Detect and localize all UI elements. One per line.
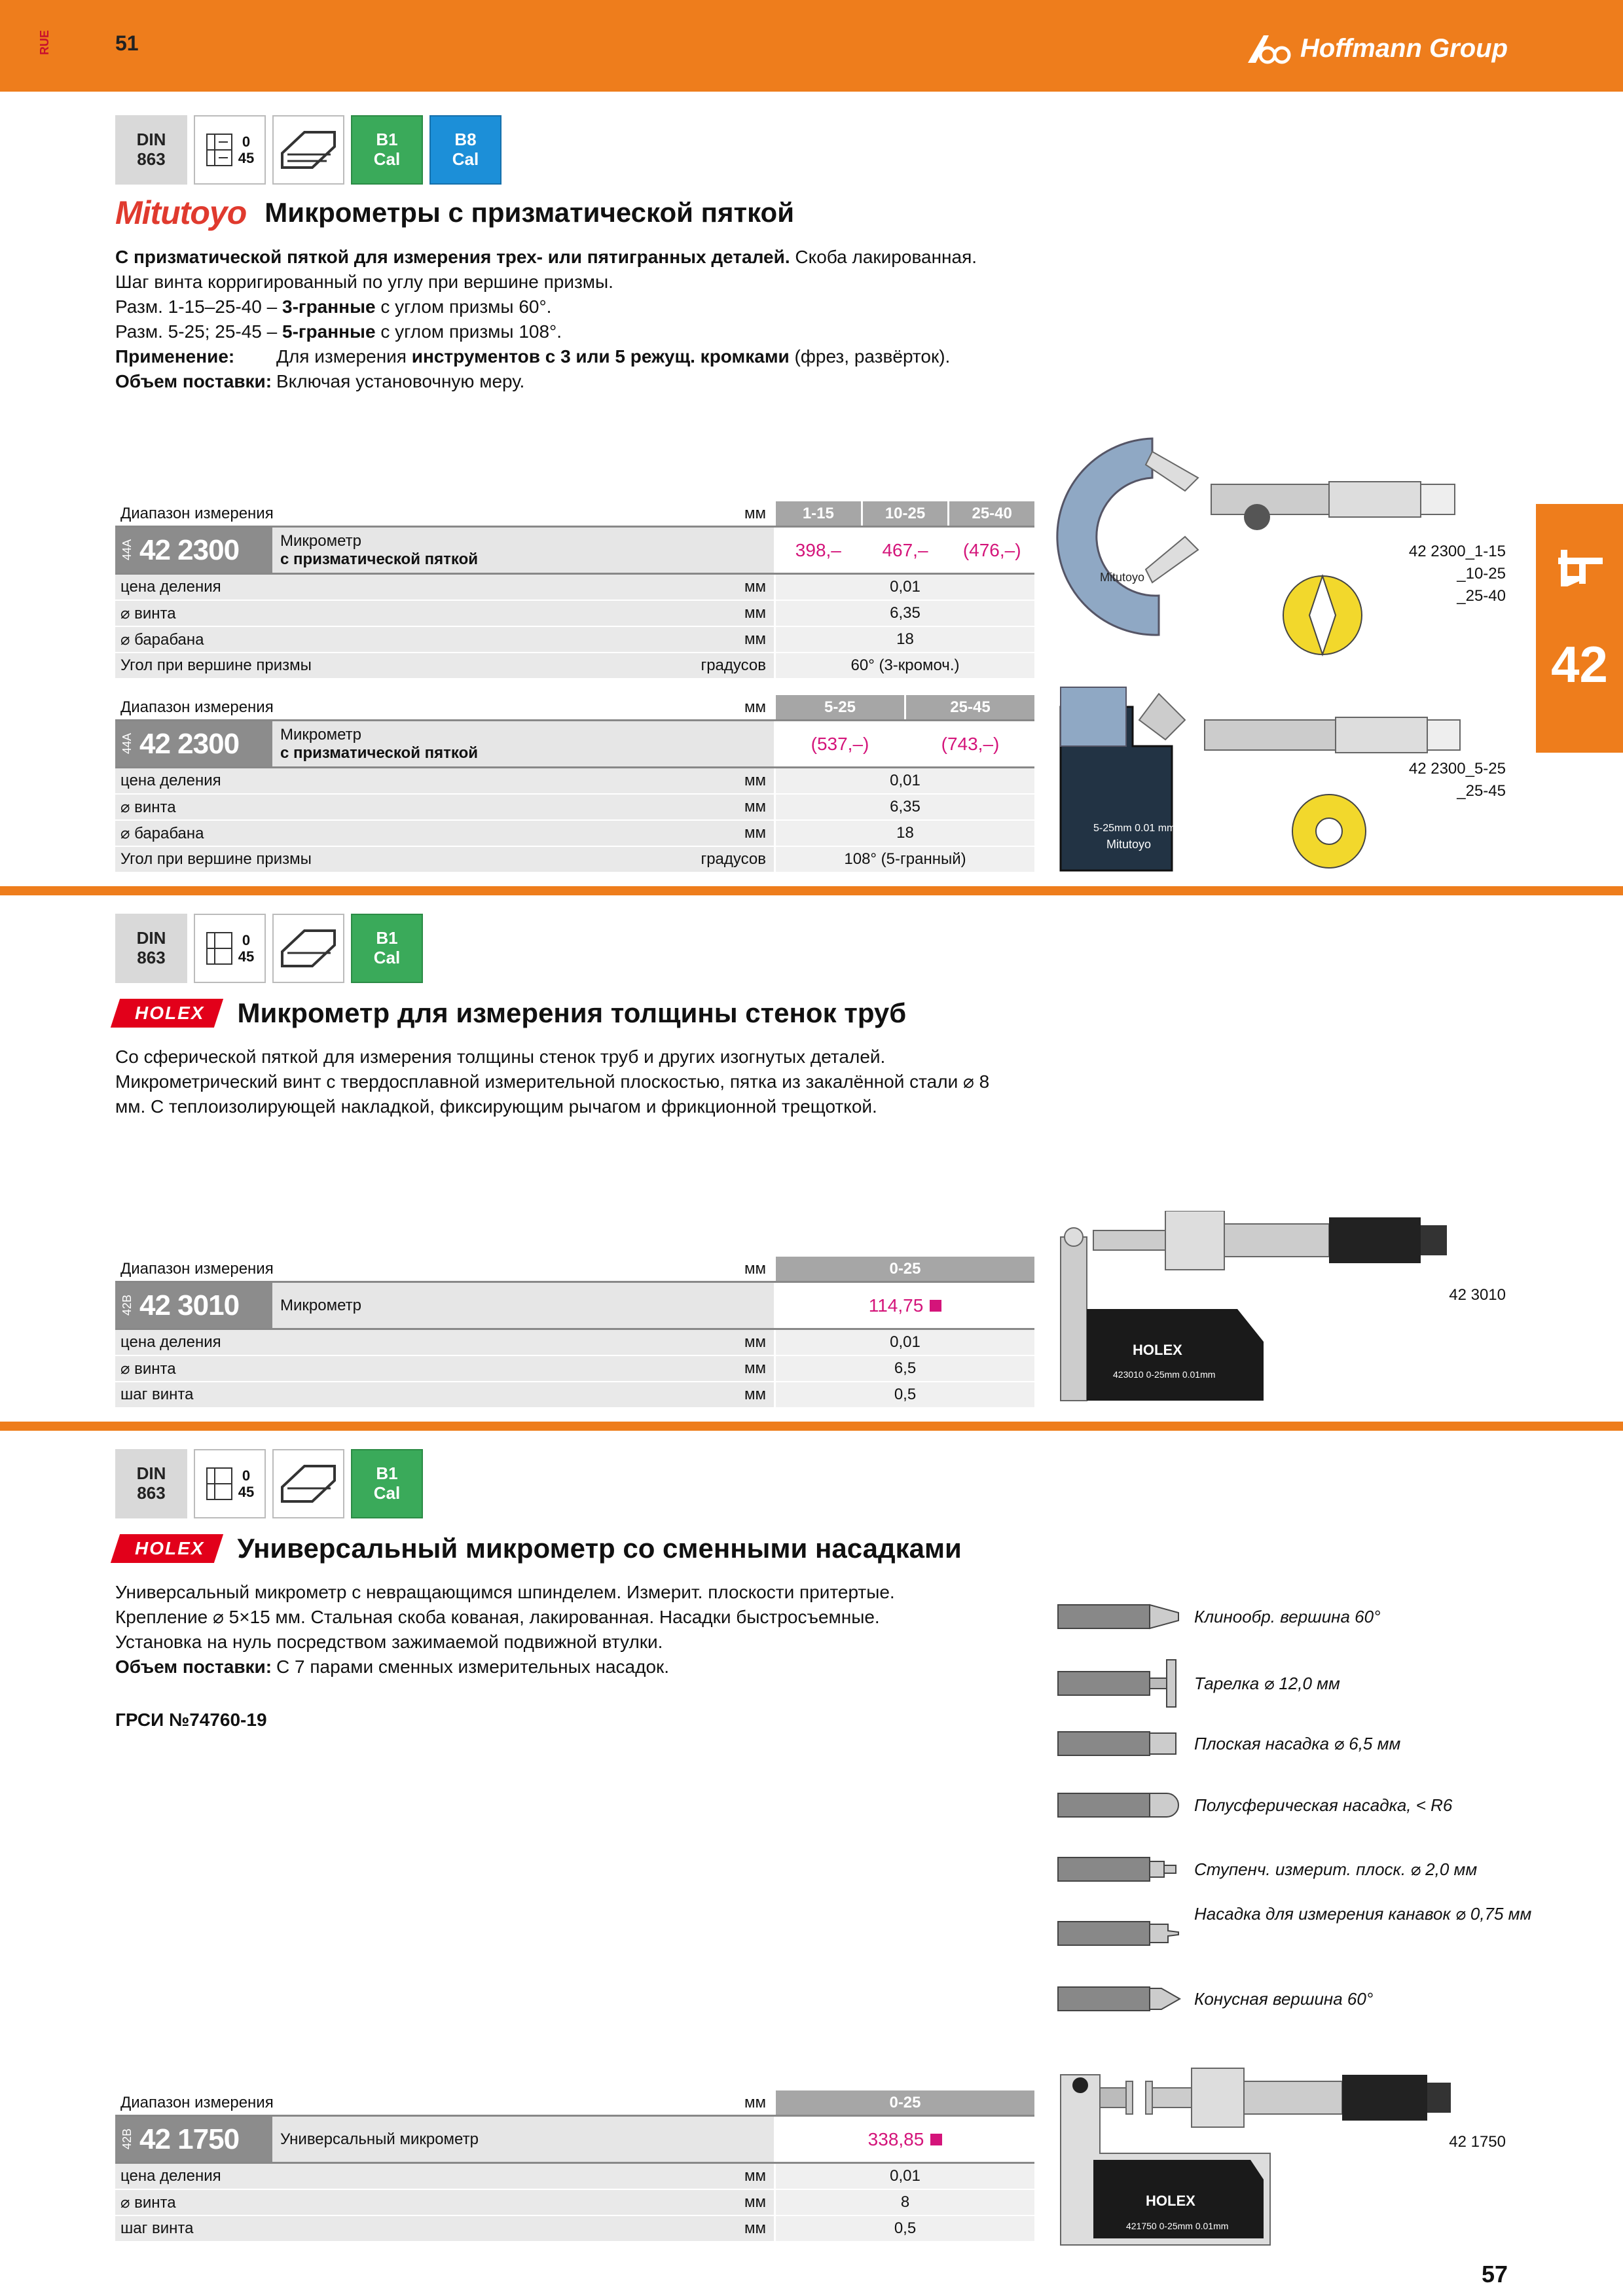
din-badge: DIN 863 <box>115 115 187 185</box>
range-badge: 0 45 <box>194 914 266 983</box>
spec-table-422300-b: Диапазон измерения мм 5-25 25-45 44A 42 2300 Микрометр с призматической пяткой (537,–) (743,–) цена деления мм 0,01 ⌀ винта мм 6,35 ⌀ барабана мм 18 Угол при вершине призмы градусов 108° (5-гранный) <box>115 695 1034 873</box>
b1-cal-badge: B1 Cal <box>351 914 423 983</box>
range-5-25: 5-25 <box>774 695 904 719</box>
range-1-15: 1-15 <box>774 501 861 526</box>
range-badge: 0 45 <box>194 115 266 185</box>
hoffmann-logo-icon <box>1247 33 1292 64</box>
image4-caption: 42 1750 <box>1449 2133 1506 2151</box>
disc-nozzle-icon <box>1057 1659 1181 1708</box>
section1-description: С призматической пяткой для измерения трех- или пятигранных деталей. Скоба лакированная. Шаг винта корригированный по углу при вершине призмы. Разм. 1-15–25-40 – 3-гранные с углом призмы 60°. Разм. 5-25; 25-45 – 5-гранные с углом призмы 108°. Применение: Для измерения инструментов с 3 или 5 режущ. кромками (фрез, развёрток). Объем поставки: Включая установочную меру. <box>115 247 977 391</box>
badge-row-1 <box>115 115 501 185</box>
price: (743,–) <box>904 721 1034 766</box>
range-25-40: 25-40 <box>947 501 1034 526</box>
grsi-registration: ГРСИ №74760-19 <box>115 1710 267 1730</box>
price: (537,–) <box>774 721 904 766</box>
svg-text:HOLEX: HOLEX <box>1146 2193 1195 2209</box>
case-badge <box>272 914 344 983</box>
price: 467,– <box>861 528 948 573</box>
nozzle-item: Плоская насадка ⌀ 6,5 мм <box>1057 1725 1181 1762</box>
section2-description: Со сферической пяткой для измерения толщины стенок труб и других изогнутых деталей. Микрометрический винт с твердосплавной измерительной плоскостью, пятка из закалённой стали ⌀ 8 мм. С теплоизолирующей накладкой, фиксирующим рычагом и фрикционной трещоткой. <box>115 1047 990 1117</box>
flat-nozzle-icon <box>1057 1725 1181 1762</box>
section1-title: Микрометры с призматической пяткой <box>264 197 795 228</box>
svg-text:Mitutoyo: Mitutoyo <box>1106 838 1152 851</box>
badge-row-3 <box>115 1449 423 1518</box>
page-number: 57 <box>1481 2261 1508 2287</box>
product-row-422300-b[interactable]: 44A 42 2300 Микрометр с призматической пяткой (537,–) (743,–) <box>115 721 1034 768</box>
case-badge <box>272 1449 344 1518</box>
micrometer-scale-icon <box>206 130 234 170</box>
section2-title: Микрометр для измерения толщины стенок труб <box>237 997 907 1028</box>
image2-caption: 42 2300_5-25 _25-45 <box>1408 760 1506 800</box>
pipe-wall-micrometer-image <box>1054 1211 1512 1414</box>
din-badge: DIN 863 <box>115 914 187 983</box>
product-row-422300-a[interactable]: 44A 42 2300 Микрометр с призматической пяткой 398,– 467,– (476,–) <box>115 528 1034 575</box>
case-icon <box>278 127 338 173</box>
range-0-25: 0-25 <box>774 1257 1034 1281</box>
b1-cal-badge: B1 Cal <box>351 115 423 185</box>
net-price-marker-icon <box>930 1300 941 1312</box>
language-code: RUE <box>38 30 51 56</box>
price: 398,– <box>774 528 861 573</box>
section1-title-row <box>115 194 794 232</box>
micrometer-scale-icon <box>206 929 234 968</box>
case-badge <box>272 115 344 185</box>
svg-text:Mitutoyo: Mitutoyo <box>1100 571 1145 584</box>
svg-text:421750 0-25mm 0.01mm: 421750 0-25mm 0.01mm <box>1126 2221 1229 2231</box>
section-divider <box>0 1422 1623 1431</box>
hoffmann-brand-text: Hoffmann Group <box>1300 33 1508 63</box>
section3-description: Универсальный микрометр с невращающимся шпинделем. Измерит. плоскости притертые. Крепление ⌀ 5×15 мм. Стальная скоба кованая, лакированная. Насадки быстросъемные. Установка на нуль посредством зажимаемой подвижной втулки. Объем поставки: С 7 парами сменных измерительных насадок. <box>115 1582 895 1677</box>
product-row-423010[interactable]: 42B 42 3010 Микрометр 114,75 <box>115 1283 1034 1330</box>
cone-tip-nozzle-icon <box>1057 1981 1181 2017</box>
section-divider <box>0 886 1623 895</box>
nozzle-item: Ступенч. измерит. плоск. ⌀ 2,0 мм <box>1057 1851 1181 1888</box>
spec-table-423010: Диапазон измерения мм 0-25 42B 42 3010 Микрометр 114,75 цена деления мм 0,01 ⌀ винта мм 6,5 шаг винта мм 0,5 <box>115 1257 1034 1408</box>
spec-table-422300-a: Диапазон измерения мм 1-15 10-25 25-40 44A 42 2300 Микрометр с призматической пяткой 398,– 467,– (476,–) цена деления мм 0,01 ⌀ винта мм 6,35 ⌀ барабана мм 18 Угол при вершине призмы градусов 60° (3-кромоч.) <box>115 501 1034 679</box>
nozzle-item: Конусная вершина 60° <box>1057 1981 1181 2017</box>
range-25-45: 25-45 <box>904 695 1034 719</box>
mitutoyo-logo: Mitutoyo <box>115 194 247 231</box>
image3-caption: 42 3010 <box>1449 1286 1506 1304</box>
stepped-nozzle-icon <box>1057 1851 1181 1888</box>
image1-caption: 42 2300_1-15 _10-25 _25-40 <box>1408 543 1506 605</box>
nozzle-item: Полусферическая насадка, < R6 <box>1057 1787 1181 1823</box>
range-badge: 0 45 <box>194 1449 266 1518</box>
section3-title-row <box>115 1533 962 1564</box>
hemispherical-nozzle-icon <box>1057 1787 1181 1823</box>
price: (476,–) <box>947 528 1034 573</box>
b8-cal-badge: B8 Cal <box>429 115 501 185</box>
net-price-marker-icon <box>930 2134 942 2145</box>
price: 338,85 <box>774 2117 1034 2162</box>
nozzle-item: Насадка для измерения канавок ⌀ 0,75 мм <box>1057 1915 1181 1952</box>
chapter-side-tab[interactable] <box>1536 504 1623 753</box>
range-0-25: 0-25 <box>774 2090 1034 2115</box>
svg-text:5-25mm 0.01 mm: 5-25mm 0.01 mm <box>1093 823 1176 834</box>
page-header <box>0 0 1623 92</box>
hoffmann-logo <box>1247 33 1508 64</box>
wedge-tip-nozzle-icon <box>1057 1598 1181 1635</box>
nozzle-item: Клинообр. вершина 60° <box>1057 1598 1181 1635</box>
badge-row-2 <box>115 914 423 983</box>
range-10-25: 10-25 <box>861 501 948 526</box>
case-icon <box>278 925 338 971</box>
svg-text:423010 0-25mm 0.01mm: 423010 0-25mm 0.01mm <box>1113 1369 1216 1380</box>
chapter-page-number: 51 <box>115 31 139 55</box>
product-row-421750[interactable]: 42B 42 1750 Универсальный микрометр 338,85 <box>115 2117 1034 2164</box>
chapter-number: 42 <box>1551 636 1608 693</box>
universal-micrometer-image <box>1054 2062 1512 2251</box>
groove-nozzle-icon <box>1057 1915 1181 1952</box>
section3-title: Универсальный микрометр со сменными насадками <box>237 1533 962 1564</box>
caliper-icon <box>1556 550 1605 589</box>
section2-title-row <box>115 997 906 1029</box>
nozzle-item: Тарелка ⌀ 12,0 мм <box>1057 1659 1181 1708</box>
spec-table-421750: Диапазон измерения мм 0-25 42B 42 1750 Универсальный микрометр 338,85 цена деления мм 0,01 ⌀ винта мм 8 шаг винта мм 0,5 <box>115 2090 1034 2242</box>
micrometer-scale-icon <box>206 1464 234 1503</box>
holex-logo: HOLEX <box>111 999 224 1028</box>
price: 114,75 <box>774 1283 1034 1328</box>
case-icon <box>278 1461 338 1507</box>
five-flute-cutter-illustration <box>1292 795 1366 868</box>
svg-text:HOLEX: HOLEX <box>1133 1342 1182 1358</box>
din-badge: DIN 863 <box>115 1449 187 1518</box>
holex-logo: HOLEX <box>111 1534 224 1563</box>
b1-cal-badge: B1 Cal <box>351 1449 423 1518</box>
